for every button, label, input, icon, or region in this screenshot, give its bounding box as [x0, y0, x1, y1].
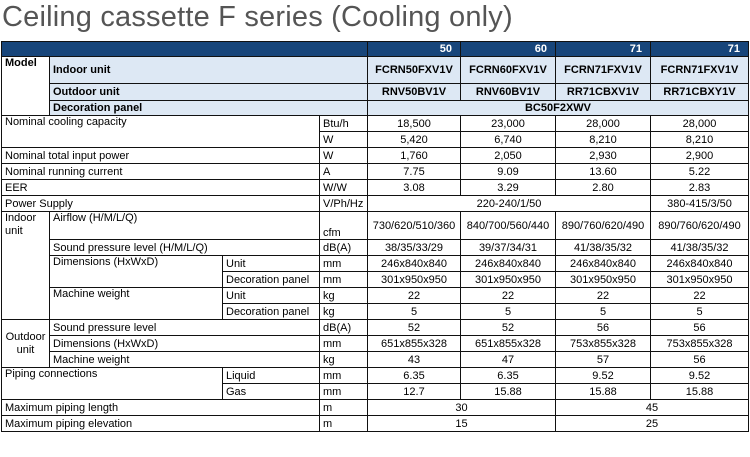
value-cell: 301x950x950 — [651, 272, 749, 288]
value-cell: 30 — [368, 400, 556, 416]
value-cell: 5,420 — [368, 132, 461, 148]
value-cell: 52 — [461, 320, 556, 336]
sub-label: Decoration panel — [223, 304, 320, 320]
value-cell: 23,000 — [461, 116, 556, 132]
value-cell: 56 — [651, 320, 749, 336]
airflow-row — [2, 212, 749, 240]
outdoor-model: RR71CBXY1V — [651, 84, 749, 101]
outdoor-unit-label: Outdoor unit — [50, 84, 368, 101]
value-cell: 38/35/33/29 — [368, 240, 461, 256]
outdoor-group-label: Outdoor unit — [2, 320, 50, 368]
value-cell: 15.88 — [651, 384, 749, 400]
unit-cell: kg — [320, 304, 368, 320]
indoor-model: FCRN60FXV1V — [461, 57, 556, 84]
row-label: Sound pressure level (H/M/L/Q) — [50, 240, 320, 256]
indoor-group-label: Indoor unit — [2, 212, 50, 320]
value-cell: 18,500 — [368, 116, 461, 132]
row-label: Maximum piping elevation — [2, 416, 320, 432]
indoor-dim-unit-row — [2, 256, 749, 272]
value-cell: 246x840x840 — [368, 256, 461, 272]
value-cell: 890/760/620/490 — [651, 212, 749, 240]
row-label: Nominal running current — [2, 164, 320, 180]
value-cell: 380-415/3/50 — [651, 196, 749, 212]
value-cell: 753x855x328 — [651, 336, 749, 352]
unit-cell: mm — [320, 336, 368, 352]
col-header-60: 60 — [461, 42, 556, 57]
unit-cell: V/Ph/Hz — [320, 196, 368, 212]
value-cell: 13.60 — [556, 164, 651, 180]
value-cell: 5 — [556, 304, 651, 320]
value-cell: 22 — [368, 288, 461, 304]
decoration-panel-label: Decoration panel — [50, 101, 368, 116]
value-cell: 28,000 — [556, 116, 651, 132]
header-blank — [2, 42, 368, 57]
model-outdoor-row — [2, 84, 749, 101]
value-cell: 651x855x328 — [368, 336, 461, 352]
value-cell: 43 — [368, 352, 461, 368]
indoor-model: FCRN50FXV1V — [368, 57, 461, 84]
row-label: Machine weight — [50, 352, 320, 368]
value-cell: 301x950x950 — [461, 272, 556, 288]
spec-table — [1, 41, 749, 432]
value-cell: 753x855x328 — [556, 336, 651, 352]
value-cell: 5.22 — [651, 164, 749, 180]
piping-label: Piping connections — [2, 368, 223, 400]
piping-liquid-row — [2, 368, 749, 384]
value-cell: 3.08 — [368, 180, 461, 196]
value-cell: 15.88 — [461, 384, 556, 400]
value-cell: 52 — [368, 320, 461, 336]
col-header-50: 50 — [368, 42, 461, 57]
max-elevation-row — [2, 416, 749, 432]
value-cell: 41/38/35/32 — [651, 240, 749, 256]
sub-label: Unit — [223, 256, 320, 272]
col-header-71b: 71 — [651, 42, 749, 57]
unit-cell: kg — [320, 352, 368, 368]
row-label: Dimensions (HxWxD) — [50, 256, 223, 288]
value-cell: 5 — [461, 304, 556, 320]
model-label: Model — [2, 57, 50, 116]
value-cell: 2,050 — [461, 148, 556, 164]
value-cell: 22 — [556, 288, 651, 304]
value-cell: 5 — [651, 304, 749, 320]
indoor-model: FCRN71FXV1V — [651, 57, 749, 84]
unit-cell: W — [320, 132, 368, 148]
outdoor-sound-row — [2, 320, 749, 336]
value-cell: 2.80 — [556, 180, 651, 196]
value-cell: 41/38/35/32 — [556, 240, 651, 256]
outdoor-model: RNV60BV1V — [461, 84, 556, 101]
unit-cell: mm — [320, 256, 368, 272]
cooling-capacity-label: Nominal cooling capacity — [2, 116, 320, 148]
value-cell: 246x840x840 — [651, 256, 749, 272]
unit-cell: mm — [320, 368, 368, 384]
unit-cell: m — [320, 400, 368, 416]
indoor-model: FCRN71FXV1V — [556, 57, 651, 84]
value-cell: 15.88 — [556, 384, 651, 400]
unit-cell: kg — [320, 288, 368, 304]
value-cell: 246x840x840 — [556, 256, 651, 272]
model-decoration-row — [2, 101, 749, 116]
unit-cell: mm — [320, 384, 368, 400]
value-cell: 9.52 — [556, 368, 651, 384]
value-cell: 2.83 — [651, 180, 749, 196]
value-cell: 6.35 — [368, 368, 461, 384]
value-cell: 47 — [461, 352, 556, 368]
indoor-unit-label: Indoor unit — [50, 57, 368, 84]
unit-cell: dB(A) — [320, 240, 368, 256]
value-cell: 890/760/620/490 — [556, 212, 651, 240]
max-length-row — [2, 400, 749, 416]
model-indoor-row — [2, 57, 749, 84]
sub-label: Decoration panel — [223, 272, 320, 288]
unit-cell: dB(A) — [320, 320, 368, 336]
value-cell: 39/37/34/31 — [461, 240, 556, 256]
value-cell: 28,000 — [651, 116, 749, 132]
outdoor-dim-row — [2, 336, 749, 352]
decoration-panel-model: BC50F2XWV — [368, 101, 749, 116]
row-label: EER — [2, 180, 320, 196]
sub-label: Gas — [223, 384, 320, 400]
row-label: Machine weight — [50, 288, 223, 320]
value-cell: 9.52 — [651, 368, 749, 384]
value-cell: 6.35 — [461, 368, 556, 384]
value-cell: 7.75 — [368, 164, 461, 180]
col-header-71: 71 — [556, 42, 651, 57]
value-cell: 56 — [651, 352, 749, 368]
value-cell: 730/620/510/360 — [368, 212, 461, 240]
value-cell: 6,740 — [461, 132, 556, 148]
cooling-btu-row — [2, 116, 749, 132]
outdoor-weight-row — [2, 352, 749, 368]
unit-cell: m — [320, 416, 368, 432]
value-cell: 22 — [461, 288, 556, 304]
row-label: Sound pressure level — [50, 320, 320, 336]
value-cell: 220-240/1/50 — [368, 196, 651, 212]
value-cell: 1,760 — [368, 148, 461, 164]
indoor-sound-row — [2, 240, 749, 256]
row-label: Dimensions (HxWxD) — [50, 336, 320, 352]
value-cell: 5 — [368, 304, 461, 320]
value-cell: 9.09 — [461, 164, 556, 180]
value-cell: 2,930 — [556, 148, 651, 164]
row-label: Airflow (H/M/L/Q) — [50, 212, 320, 240]
unit-cell: cfm — [320, 212, 368, 240]
unit-cell: A — [320, 164, 368, 180]
value-cell: 45 — [556, 400, 749, 416]
header-row — [2, 42, 749, 57]
unit-cell: W/W — [320, 180, 368, 196]
value-cell: 301x950x950 — [556, 272, 651, 288]
outdoor-model: RR71CBXV1V — [556, 84, 651, 101]
value-cell: 12.7 — [368, 384, 461, 400]
eer-row — [2, 180, 749, 196]
indoor-weight-unit-row — [2, 288, 749, 304]
input-power-row — [2, 148, 749, 164]
value-cell: 301x950x950 — [368, 272, 461, 288]
row-label: Maximum piping length — [2, 400, 320, 416]
unit-cell: Btu/h — [320, 116, 368, 132]
sub-label: Liquid — [223, 368, 320, 384]
row-label: Power Supply — [2, 196, 320, 212]
unit-cell: mm — [320, 272, 368, 288]
value-cell: 15 — [368, 416, 556, 432]
value-cell: 840/700/560/440 — [461, 212, 556, 240]
sub-label: Unit — [223, 288, 320, 304]
value-cell: 57 — [556, 352, 651, 368]
value-cell: 2,900 — [651, 148, 749, 164]
value-cell: 3.29 — [461, 180, 556, 196]
value-cell: 22 — [651, 288, 749, 304]
value-cell: 56 — [556, 320, 651, 336]
value-cell: 651x855x328 — [461, 336, 556, 352]
outdoor-model: RNV50BV1V — [368, 84, 461, 101]
value-cell: 8,210 — [651, 132, 749, 148]
running-current-row — [2, 164, 749, 180]
value-cell: 246x840x840 — [461, 256, 556, 272]
power-supply-row — [2, 196, 749, 212]
value-cell: 8,210 — [556, 132, 651, 148]
row-label: Nominal total input power — [2, 148, 320, 164]
unit-cell: W — [320, 148, 368, 164]
value-cell: 25 — [556, 416, 749, 432]
page-title: Ceiling cassette F series (Cooling only) — [2, 1, 513, 33]
